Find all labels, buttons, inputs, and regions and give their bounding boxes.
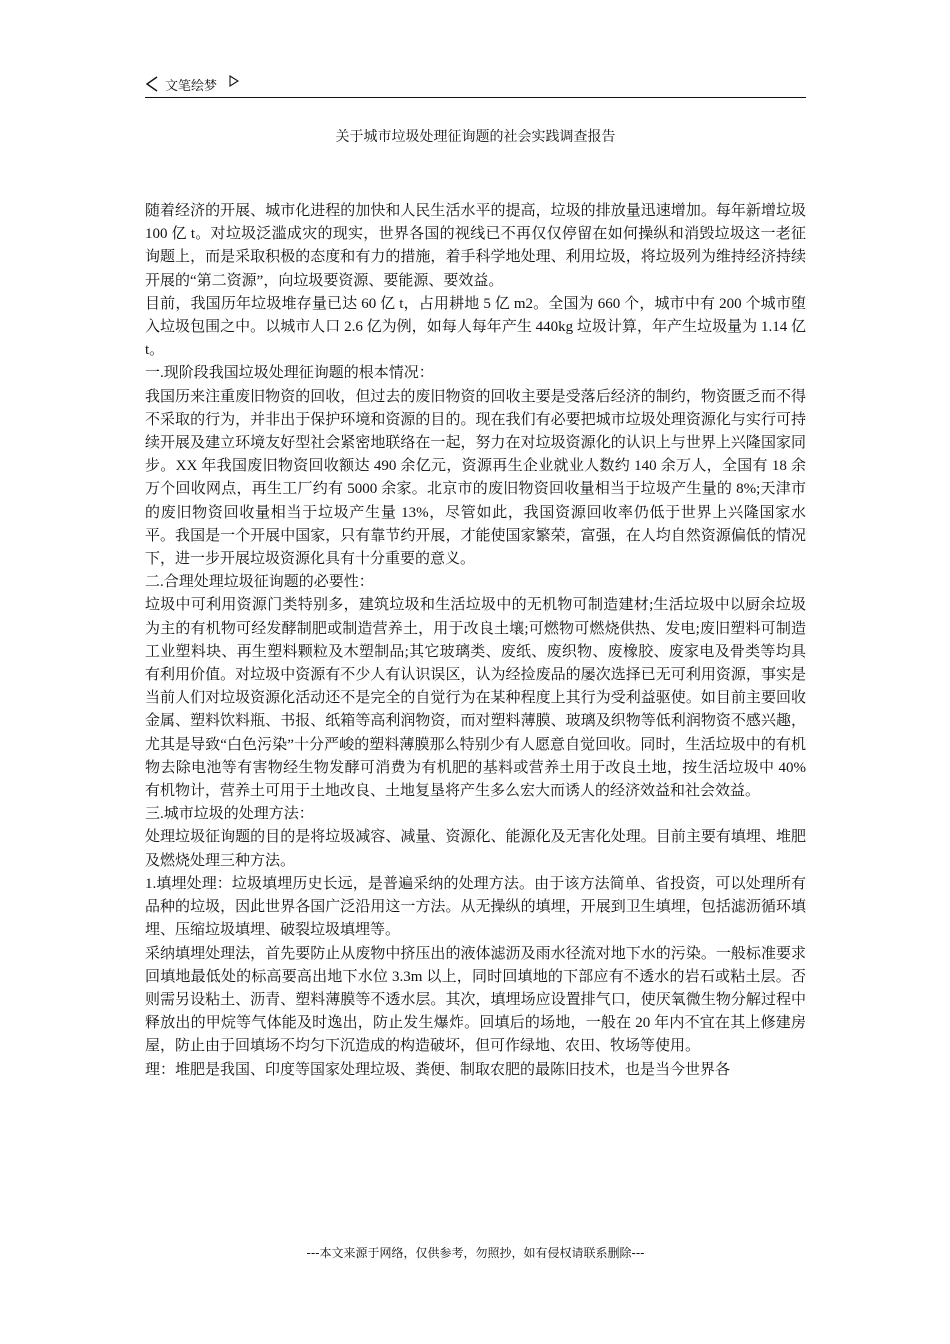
paragraph: 垃圾中可利用资源门类特别多，建筑垃圾和生活垃圾中的无机物可制造建材;生活垃圾中以厨余垃圾为主的有机物可经发酵制肥或制造营养土，用于改良土壤;可燃物可燃烧供热、发电;废旧塑料可制造工业塑料块、再生塑料颗粒及木塑制品;其它玻璃类、废纸、废织物、废橡胶、废家电及骨类等均具有利用价值。对垃圾中资源有不少人有认识误区，认为经捡废品的屡次选择已无可利用资源，事实是当前人们对垃圾资源化活动还不是完全的自觉行为在某种程度上其行为受利益驱使。如目前主要回收金属、塑料饮料瓶、书报、纸箱等高利润物资，而对塑料薄膜、玻璃及织物等低利润物资不感兴趣，尤其是导致“白色污染”十分严峻的塑料薄膜那么特别少有人愿意自觉回收。同时，生活垃圾中的有机物去除电池等有害物经生物发酵可消费为有机肥的基料或营养土用于改良土地，按生活垃圾中 40%有机物计，营养土可用于土地改良、土地复垦将产生多么宏大而诱人的经济效益和社会效益。 [145, 597, 806, 800]
page-footer: ---本文来源于网络，仅供参考，勿照抄，如有侵权请联系删除--- [306, 1246, 645, 1260]
arrow-left-icon [145, 76, 159, 92]
section-heading: 三.城市垃圾的处理方法： [145, 806, 314, 823]
document-body [145, 200, 806, 1082]
paragraph: 我国历来注重废旧物资的回收，但过去的废旧物资的回收主要是受落后经济的制约，物资匮乏而不得不采取的行为，并非出于保护环境和资源的目的。现在我们有必要把城市垃圾处理资源化与实行可持续开展及建立环境友好型社会紧密地联络在一起，努力在对垃圾资源化的认识上与世界上兴隆国家同步。XX 年我国废旧物资回收额达 490 余亿元，资源再生企业就业人数约 140 余万人，全国有 18 余万个回收网点，再生工厂约有 5000 余家。北京市的废旧物资回收量相当于垃圾产生量的 8%;天津市的废旧物资回收量相当于垃圾产生量 13%，尽管如此，我国资源回收率仍低于世界上兴隆国家水平。我国是一个开展中国家，只有靠节约开展，才能使国家繁荣，富强，在人均自然资源偏低的情况下，进一步开展垃圾资源化具有十分重要的意义。 [145, 388, 806, 568]
arrow-right-icon [229, 75, 239, 87]
paragraph: 处理垃圾征询题的目的是将垃圾减容、减量、资源化、能源化及无害化处理。目前主要有填埋、堆肥及燃烧处理三种方法。 [145, 829, 806, 869]
header-divider [145, 97, 806, 98]
paragraph: 采纳填埋处理法，首先要防止从废物中挤压出的液体滤沥及雨水径流对地下水的污染。一般标准要求回填地最低处的标高要高出地下水位 3.3m 以上，同时回填地的下部应有不透水的岩石或粘土层。否则需另设粘土、沥青、塑料薄膜等不透水层。其次，填埋场应设置排气口，使厌氧微生物分解过程中释放出的甲烷等气体能及时逸出，防止发生爆炸。回填后的场地，一般在 20 年内不宜在其上修建房屋，防止由于回填场不均匀下沉造成的构造破坏，但可作绿地、农田、牧场等使用。 [145, 945, 806, 1055]
paragraph: 随着经济的开展、城市化进程的加快和人民生活水平的提高，垃圾的排放量迅速增加。每年新增垃圾 100 亿 t。对垃圾泛滥成灾的现实，世界各国的视线已不再仅仅停留在如何操纵和消毁垃圾这一老征询题上，而是采取积极的态度和有力的措施，着手科学地处理、利用垃圾，将垃圾列为维持经济持续开展的“第二资源”，向垃圾要资源、要能源、要效益。 [145, 203, 806, 289]
paragraph: 1.填埋处理：垃圾填埋历史长远，是普遍采纳的处理方法。由于该方法简单、省投资，可以处理所有品种的垃圾，因此世界各国广泛沿用这一方法。从无操纵的填埋，开展到卫生填埋，包括滤沥循环填埋、压缩垃圾填埋、破裂垃圾填埋等。 [145, 875, 806, 939]
page-header [145, 70, 806, 98]
section-heading: 一.现阶段我国垃圾处理征询题的根本情况： [145, 365, 434, 382]
paragraph: 目前，我国历年垃圾堆存量已达 60 亿 t，占用耕地 5 亿 m2。全国为 660 个，城市中有 200 个城市堕入垃圾包围之中。以城市人口 2.6 亿为例，如每人每年产生 440kg 垃圾计算，年产生垃圾量为 1.14 亿 t。 [145, 295, 806, 359]
header-brand: 文笔绘梦 [165, 78, 218, 94]
paragraph: 理：堆肥是我国、印度等国家处理垃圾、粪便、制取农肥的最陈旧技术，也是当今世界各 [145, 1061, 731, 1078]
document-title: 关于城市垃圾处理征询题的社会实践调查报告 [335, 130, 616, 145]
section-heading: 二.合理处理垃圾征询题的必要性： [145, 574, 374, 591]
